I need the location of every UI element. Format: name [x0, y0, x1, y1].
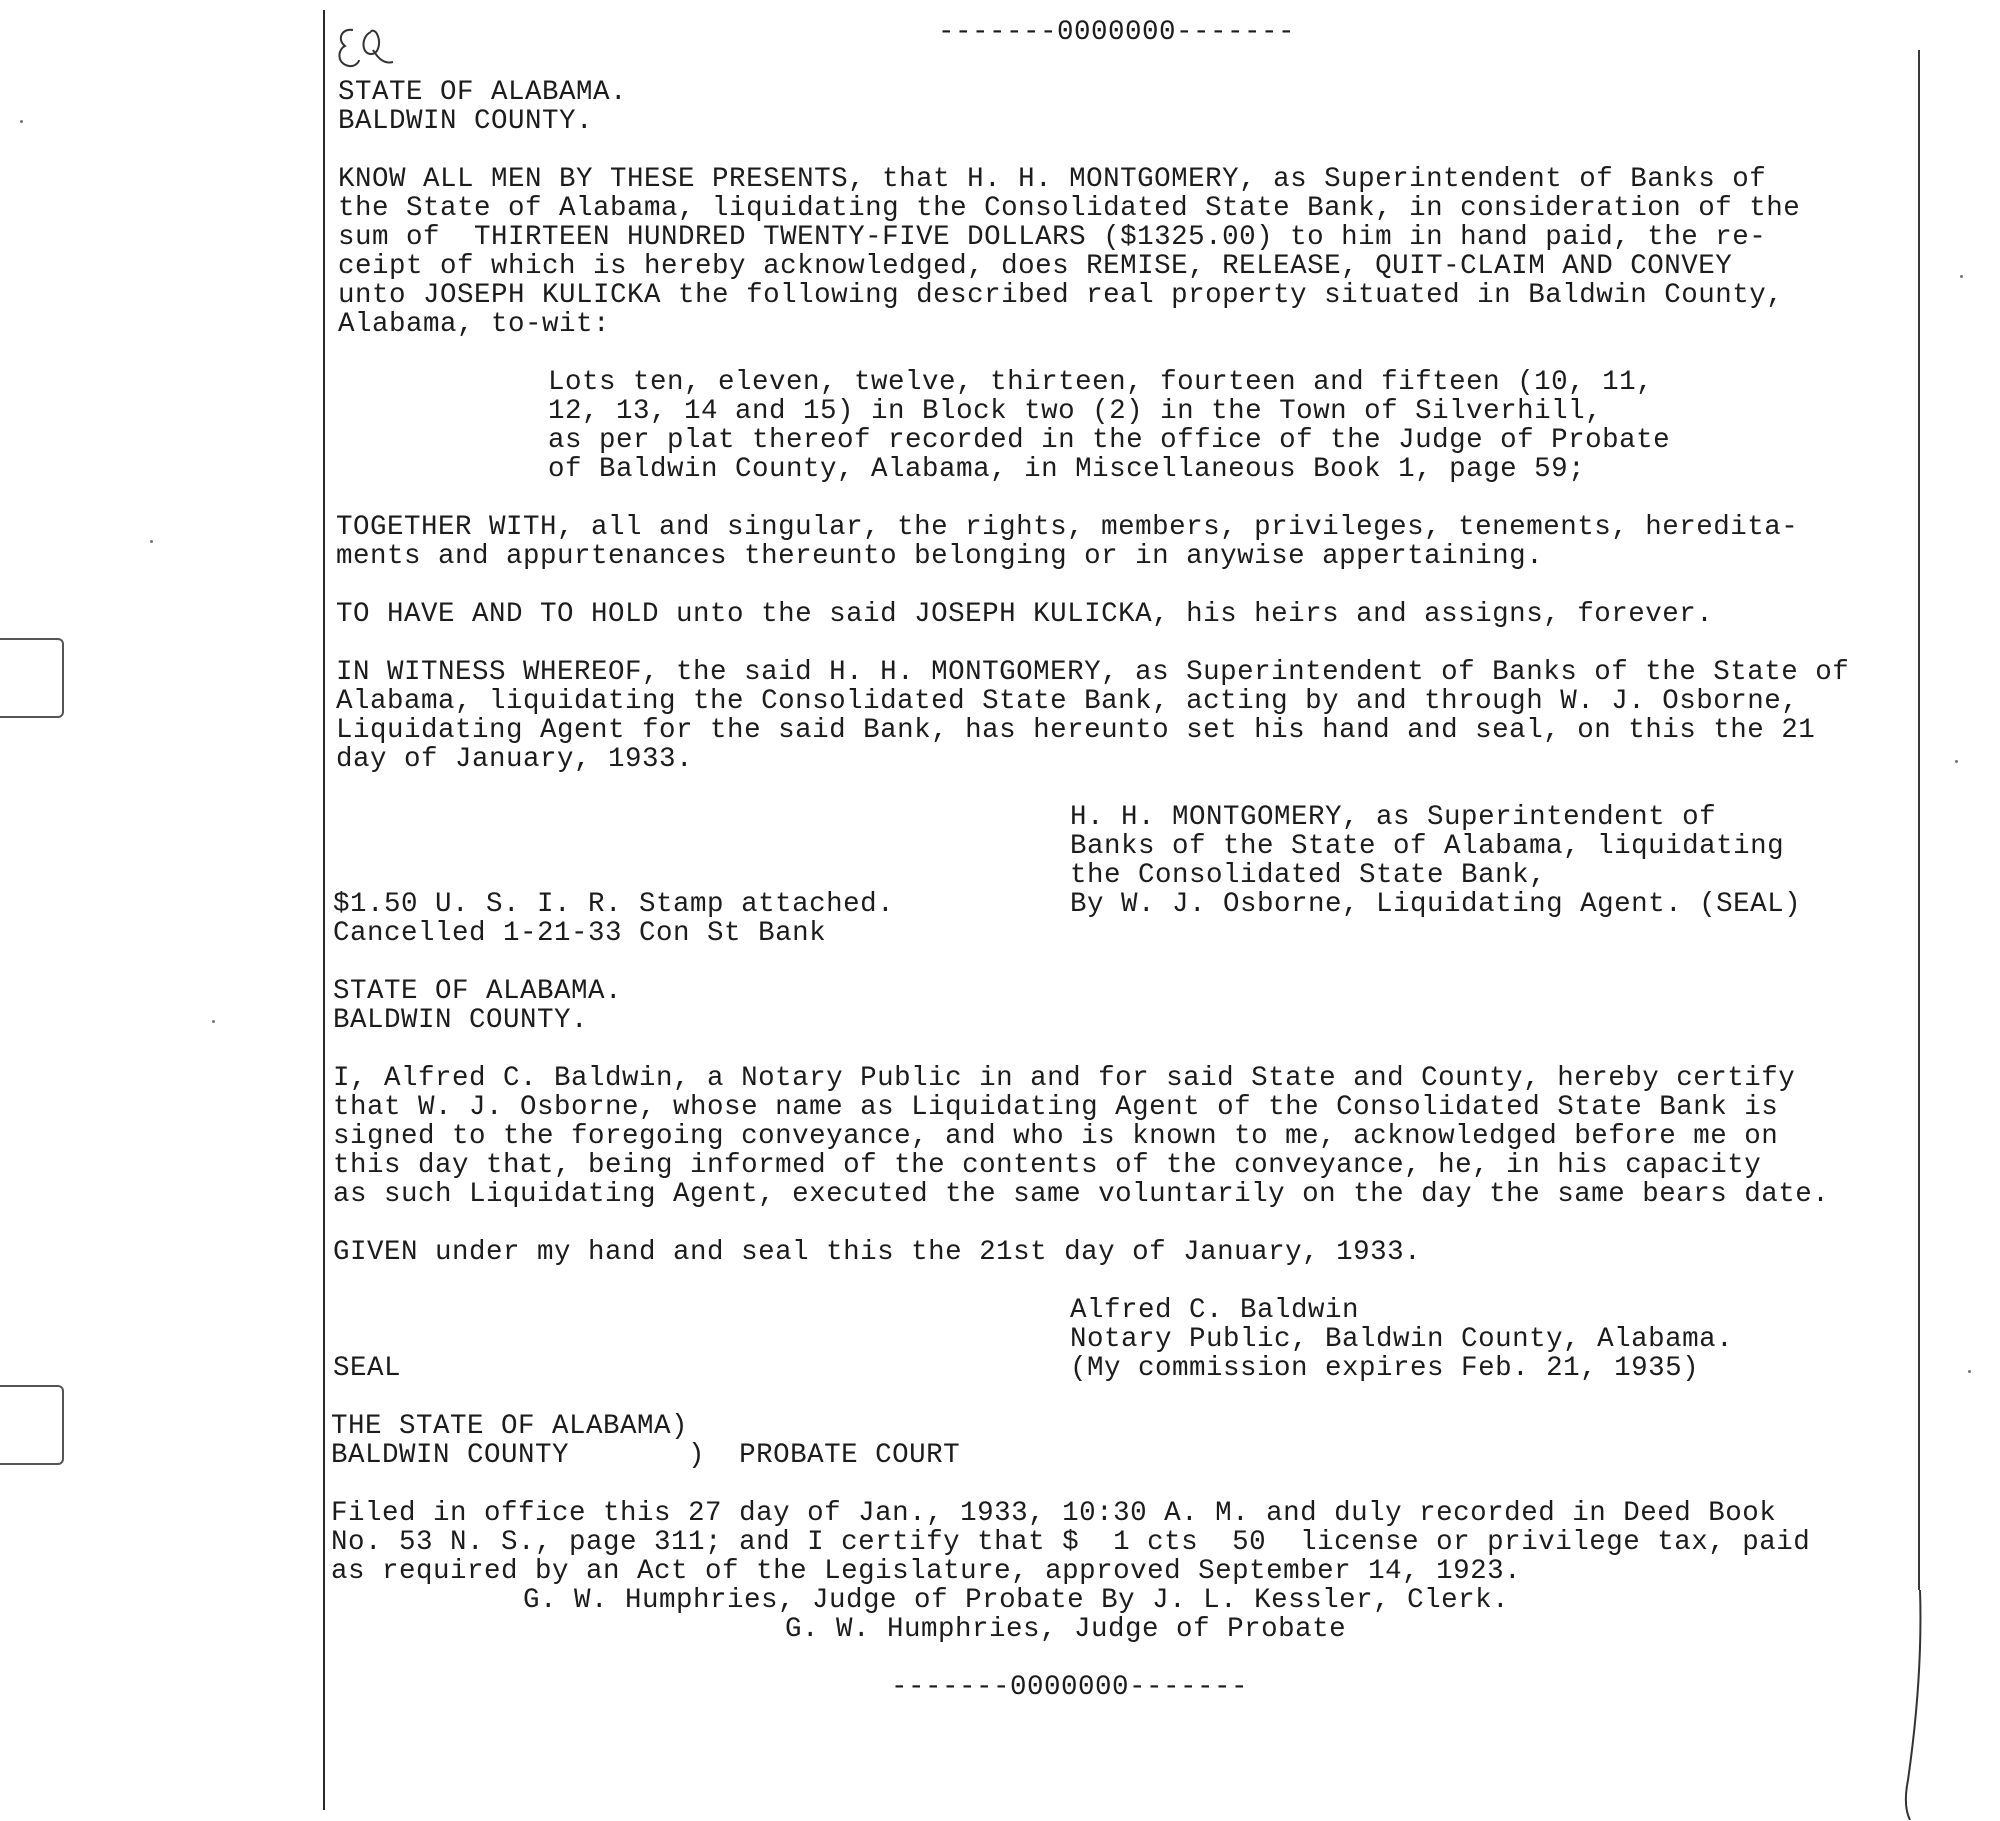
grantor-signature-line: the Consolidated State Bank, [1070, 860, 1547, 891]
habendum-line: TO HAVE AND TO HOLD unto the said JOSEPH KULICKA, his heirs and assigns, forever. [336, 599, 1714, 630]
left-margin-rule [323, 10, 325, 1810]
grantor-signature-line: By W. J. Osborne, Liquidating Agent. (SEAL) [1070, 889, 1802, 920]
deed-line: KNOW ALL MEN BY THESE PRESENTS, that H. H. MONTGOMERY, as Superintendent of Banks of [338, 164, 1767, 195]
acknowledgment-line: as such Liquidating Agent, executed the same voluntarily on the day the same bears date. [333, 1179, 1830, 1210]
binder-hole-bottom [0, 1385, 64, 1465]
scan-speck [1968, 1370, 1971, 1373]
witness-line: Alabama, liquidating the Consolidated State Bank, acting by and through W. J. Osborne, [336, 686, 1799, 717]
deed-line: ceipt of which is hereby acknowledged, does REMISE, RELEASE, QUIT-CLAIM AND CONVEY [338, 251, 1733, 282]
probate-heading-line: BALDWIN COUNTY ) PROBATE COURT [331, 1440, 961, 1471]
property-line: 12, 13, 14 and 15) in Block two (2) in the Town of Silverhill, [548, 396, 1603, 427]
property-line: of Baldwin County, Alabama, in Miscellaneous Book 1, page 59; [548, 454, 1586, 485]
notary-signature-line: (My commission expires Feb. 21, 1935) [1070, 1353, 1700, 1384]
page-edge-curl [1900, 1590, 1960, 1820]
witness-line: Liquidating Agent for the said Bank, has hereunto set his hand and seal, on this the 21 [336, 715, 1816, 746]
probate-heading-line: THE STATE OF ALABAMA) [331, 1411, 689, 1442]
bottom-separator: -------0000000------- [891, 1672, 1249, 1703]
heading-state: STATE OF ALABAMA. [338, 77, 628, 108]
together-line: TOGETHER WITH, all and singular, the rights, members, privileges, tenements, heredita- [336, 512, 1799, 543]
acknowledgment-line: this day that, being informed of the contents of the conveyance, he, in his capacity [333, 1150, 1762, 1181]
witness-line: day of January, 1933. [336, 744, 694, 775]
stamp-note-line: Cancelled 1-21-33 Con St Bank [333, 918, 827, 949]
filing-line: No. 53 N. S., page 311; and I certify that $ 1 cts 50 license or privilege tax, paid [331, 1527, 1811, 1558]
right-margin-rule [1918, 50, 1920, 1590]
deed-line: sum of THIRTEEN HUNDRED TWENTY-FIVE DOLLARS ($1325.00) to him in hand paid, the re- [338, 222, 1767, 253]
deed-line: unto JOSEPH KULICKA the following described real property situated in Baldwin County, [338, 280, 1784, 311]
filing-line: Filed in office this 27 day of Jan., 1933, 10:30 A. M. and duly recorded in Deed Book [331, 1498, 1777, 1529]
deed-line: Alabama, to-wit: [338, 309, 611, 340]
scan-speck [212, 1020, 215, 1023]
handwritten-initials-mark [331, 20, 401, 80]
probate-signature-line: G. W. Humphries, Judge of Probate By J. L. Kessler, Clerk. [523, 1585, 1510, 1616]
top-separator: -------0000000------- [938, 17, 1296, 48]
grantor-signature-line: Banks of the State of Alabama, liquidating [1070, 831, 1785, 862]
together-line: ments and appurtenances thereunto belonging or in anywise appertaining. [336, 541, 1544, 572]
ack-heading-county: BALDWIN COUNTY. [333, 1005, 589, 1036]
scan-speck [20, 120, 23, 123]
heading-county: BALDWIN COUNTY. [338, 106, 594, 137]
probate-signature-line: G. W. Humphries, Judge of Probate [785, 1614, 1347, 1645]
notary-signature-line: Alfred C. Baldwin [1070, 1295, 1360, 1326]
notary-signature-line: Notary Public, Baldwin County, Alabama. [1070, 1324, 1734, 1355]
acknowledgment-line: signed to the foregoing conveyance, and who is known to me, acknowledged before me on [333, 1121, 1779, 1152]
filing-line: as required by an Act of the Legislature, approved September 14, 1923. [331, 1556, 1522, 1587]
given-line: GIVEN under my hand and seal this the 21st day of January, 1933. [333, 1237, 1422, 1268]
acknowledgment-line: that W. J. Osborne, whose name as Liquidating Agent of the Consolidated State Bank is [333, 1092, 1779, 1123]
grantor-signature-line: H. H. MONTGOMERY, as Superintendent of [1070, 802, 1717, 833]
scan-speck [1960, 275, 1963, 278]
deed-line: the State of Alabama, liquidating the Consolidated State Bank, in consideration of the [338, 193, 1801, 224]
ack-heading-state: STATE OF ALABAMA. [333, 976, 623, 1007]
acknowledgment-line: I, Alfred C. Baldwin, a Notary Public in and for said State and County, hereby certify [333, 1063, 1796, 1094]
binder-hole-top [0, 638, 64, 718]
witness-line: IN WITNESS WHEREOF, the said H. H. MONTGOMERY, as Superintendent of Banks of the State of [336, 657, 1850, 688]
notary-seal-label: SEAL [333, 1353, 402, 1384]
property-line: as per plat thereof recorded in the office of the Judge of Probate [548, 425, 1671, 456]
property-line: Lots ten, eleven, twelve, thirteen, fourteen and fifteen (10, 11, [548, 367, 1654, 398]
stamp-note-line: $1.50 U. S. I. R. Stamp attached. [333, 889, 895, 920]
scan-speck [1955, 760, 1958, 763]
scan-speck [150, 540, 153, 543]
